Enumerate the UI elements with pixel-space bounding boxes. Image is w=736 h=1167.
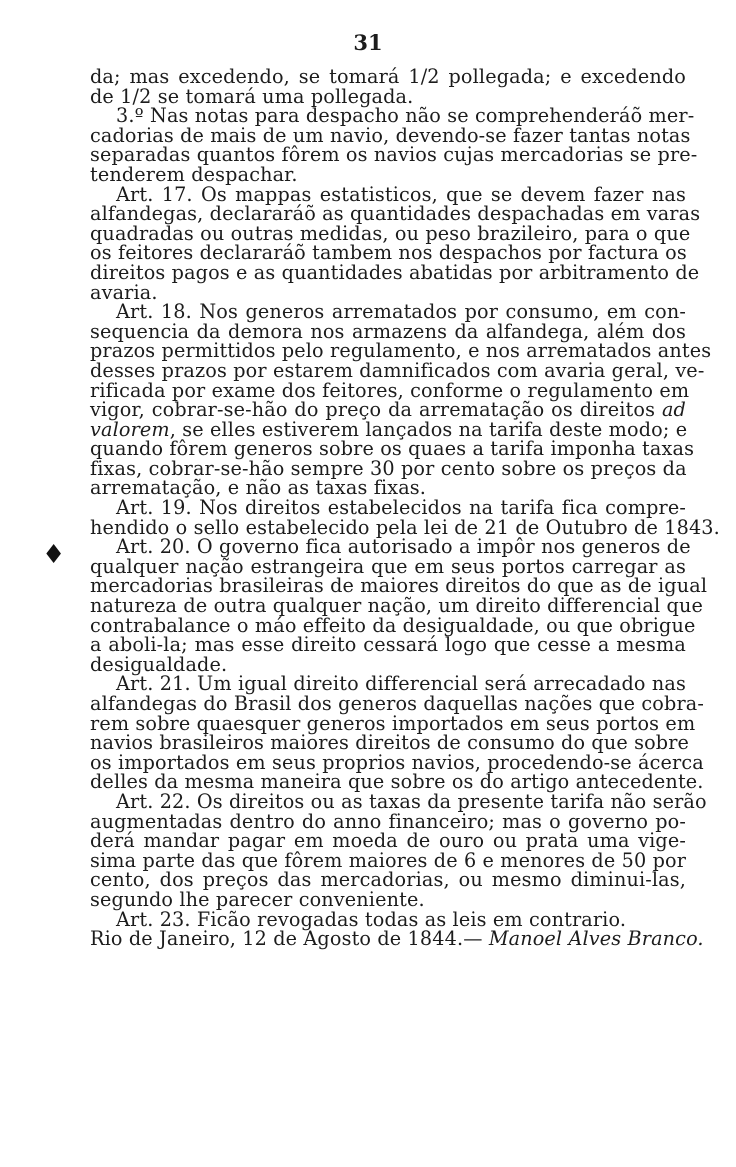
- line-text: segundo lhe parecer conveniente.: [90, 887, 425, 911]
- text-line: [90, 260, 700, 284]
- line-text: navios brasileiros maiores direitos de consumo do que sobre: [90, 731, 690, 755]
- line-text: Art. 20. O governo fica autorisado a impôr nos generos de: [116, 535, 691, 559]
- line-text: de 1/2 se tomará uma pollegada.: [90, 84, 414, 108]
- line-text: tenderem despachar.: [90, 162, 298, 186]
- line-text: , se elles estiverem lançados na tarifa deste modo; e: [169, 417, 688, 441]
- line-text: Art. 23. Ficão revogadas todas as leis em contrario.: [116, 907, 627, 931]
- line-text: desses prazos por estarem damnificados com avaria geral, ve-: [90, 358, 705, 382]
- line-text: Art. 18. Nos generos arrematados por consumo, em con-: [116, 300, 686, 324]
- line-text: hendido o sello estabelecido pela lei de 21 de Outubro de 1843.: [90, 515, 720, 539]
- line-text: quadradas ou outras medidas, ou peso brazileiro, para o que: [90, 221, 691, 245]
- line-text: natureza de outra qualquer nação, um direito differencial que: [90, 594, 703, 618]
- line-text: Rio de Janeiro, 12 de Agosto de 1844.—: [90, 927, 489, 951]
- page-number: 31: [353, 30, 383, 55]
- line-text: sima parte das que fôrem maiores de 6 e menores de 50 por: [90, 848, 687, 872]
- line-text: a aboli-la; mas esse direito cessará logo que cesse a mesma: [90, 633, 686, 657]
- line-text: vigor, cobrar-se-hão do preço da arrematação os direitos: [90, 398, 656, 422]
- line-text: cento, dos preços das mercadorias, ou mesmo diminui-las,: [90, 868, 686, 892]
- line-text: Art. 22. Os direitos ou as taxas da presente tarifa não serão: [116, 789, 707, 813]
- line-text: rem sobre quaesquer generos importados em seus portos em: [90, 711, 696, 735]
- italic-text: valorem: [90, 417, 170, 441]
- line-text: da; mas excedendo, se tomará 1/2 pollegada; e excedendo: [90, 65, 686, 88]
- line-text: desigualdade.: [90, 652, 228, 676]
- line-text: Art. 21. Um igual direito differencial será arrecadado nas: [116, 672, 686, 696]
- line-text: cadorias de mais de um navio, devendo-se fazer tantas notas: [90, 123, 691, 147]
- line-text: mercadorias brasileiras de maiores direitos do que as de igual: [90, 574, 708, 598]
- line-text: fixas, cobrar-se-hão sempre 30 por cento sobre os preços da: [90, 456, 687, 480]
- line-text: augmentadas dentro do anno financeiro; mas o governo po-: [90, 809, 686, 833]
- line-text: os feitores declararáõ tambem nos despachos por factura os: [90, 241, 687, 265]
- line-text: separadas quantos fôrem os navios cujas mercadorias se pre-: [90, 143, 698, 167]
- margin-mark: ♦: [42, 540, 66, 570]
- italic-text: Manoel Alves Branco.: [488, 927, 704, 951]
- italic-text: ad: [655, 398, 686, 422]
- line-text: 3.º Nas notas para despacho não se comprehenderáõ mer-: [116, 104, 695, 128]
- line-text: sequencia da demora nos armazens da alfandega, além dos: [90, 319, 686, 343]
- line-text: avaria.: [90, 280, 158, 304]
- line-text: direitos pagos e as quantidades abatidas por arbitramento de: [90, 260, 700, 284]
- line-text: Art. 17. Os mappas estatisticos, que se devem fazer nas: [116, 182, 686, 206]
- line-text: alfandegas do Brasil dos generos daquellas nações que cobra-: [90, 692, 704, 715]
- body-text: [90, 65, 720, 951]
- line-text: arrematação, e não as taxas fixas.: [90, 476, 427, 500]
- line-text: rificada por exame dos feitores, conforme o regulamento em: [90, 378, 690, 402]
- line-text: Art. 19. Nos direitos estabelecidos na tarifa fica compre-: [116, 496, 686, 520]
- line-text: alfandegas, declararáõ as quantidades despachadas em varas: [90, 202, 701, 226]
- line-text: prazos permittidos pelo regulamento, e nos arrematados antes: [90, 339, 712, 363]
- line-text: os importados em seus proprios navios, procedendo-se ácerca: [90, 750, 704, 774]
- line-text: contrabalance o máo effeito da desigualdade, ou que obrigue: [90, 613, 696, 637]
- line-text: qualquer nação estrangeira que em seus portos carregar as: [90, 554, 686, 578]
- line-text: delles da mesma maneira que sobre os do artigo antecedente.: [90, 770, 704, 794]
- text-line: [90, 927, 704, 951]
- line-text: quando fôrem generos sobre os quaes a tarifa imponha taxas: [90, 437, 695, 461]
- line-text: derá mandar pagar em moeda de ouro ou prata uma vige-: [90, 829, 686, 853]
